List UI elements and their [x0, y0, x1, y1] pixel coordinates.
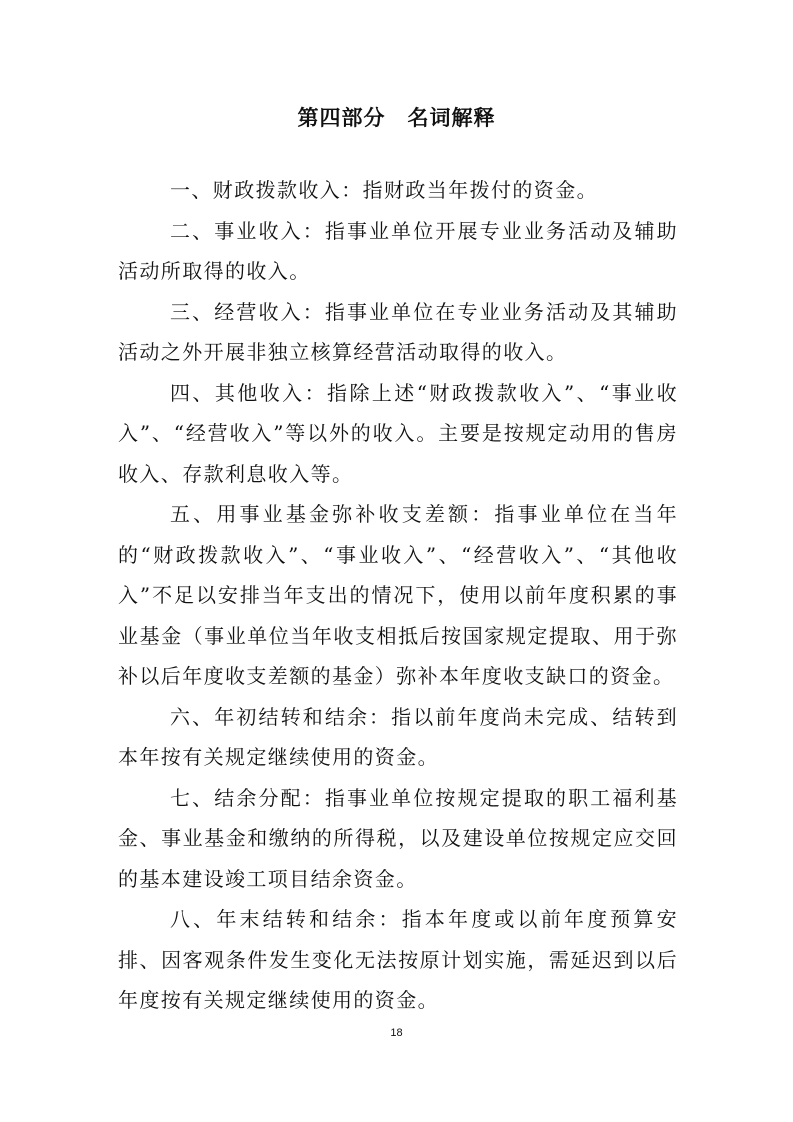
page-title: 第四部分 名词解释: [297, 106, 496, 130]
definition-paragraph-3: 三、经营收入：指事业单位在专业业务活动及其辅助活动之外开展非独立核算经营活动取得的收入。: [118, 299, 678, 364]
definition-paragraph-2: 二、事业收入：指事业单位开展专业业务活动及辅助活动所取得的收入。: [118, 218, 678, 283]
definition-paragraph-8: 八、年末结转和结余：指本年度或以前年度预算安排、因客观条件发生变化无法按原计划实施，需延迟到以后年度按有关规定继续使用的资金。: [118, 907, 678, 1012]
definition-paragraph-1: 一、财政拨款收入：指财政当年拨付的资金。: [170, 178, 598, 202]
definition-paragraph-5: 五、用事业基金弥补收支差额：指事业单位在当年的“财政拨款收入”、“事业收入”、“经营收入”、“其他收入”不足以安排当年支出的情况下，使用以前年度积累的事业基金（事业单位当年收支相抵后按国家规定提取、用于弥补以后年度收支差额的基金）弥补本年度收支缺口的资金。: [118, 502, 678, 688]
document-body: [118, 170, 678, 1021]
definition-paragraph-6: 六、年初结转和结余：指以前年度尚未完成、结转到本年按有关规定继续使用的资金。: [118, 704, 678, 769]
definition-paragraph-4: 四、其他收入：指除上述“财政拨款收入”、“事业收入”、“经营收入”等以外的收入。主要是按规定动用的售房收入、存款利息收入等。: [118, 380, 678, 486]
page-number: 18: [390, 1027, 403, 1039]
definition-paragraph-7: 七、结余分配：指事业单位按规定提取的职工福利基金、事业基金和缴纳的所得税，以及建设单位按规定应交回的基本建设竣工项目结余资金。: [118, 785, 678, 891]
